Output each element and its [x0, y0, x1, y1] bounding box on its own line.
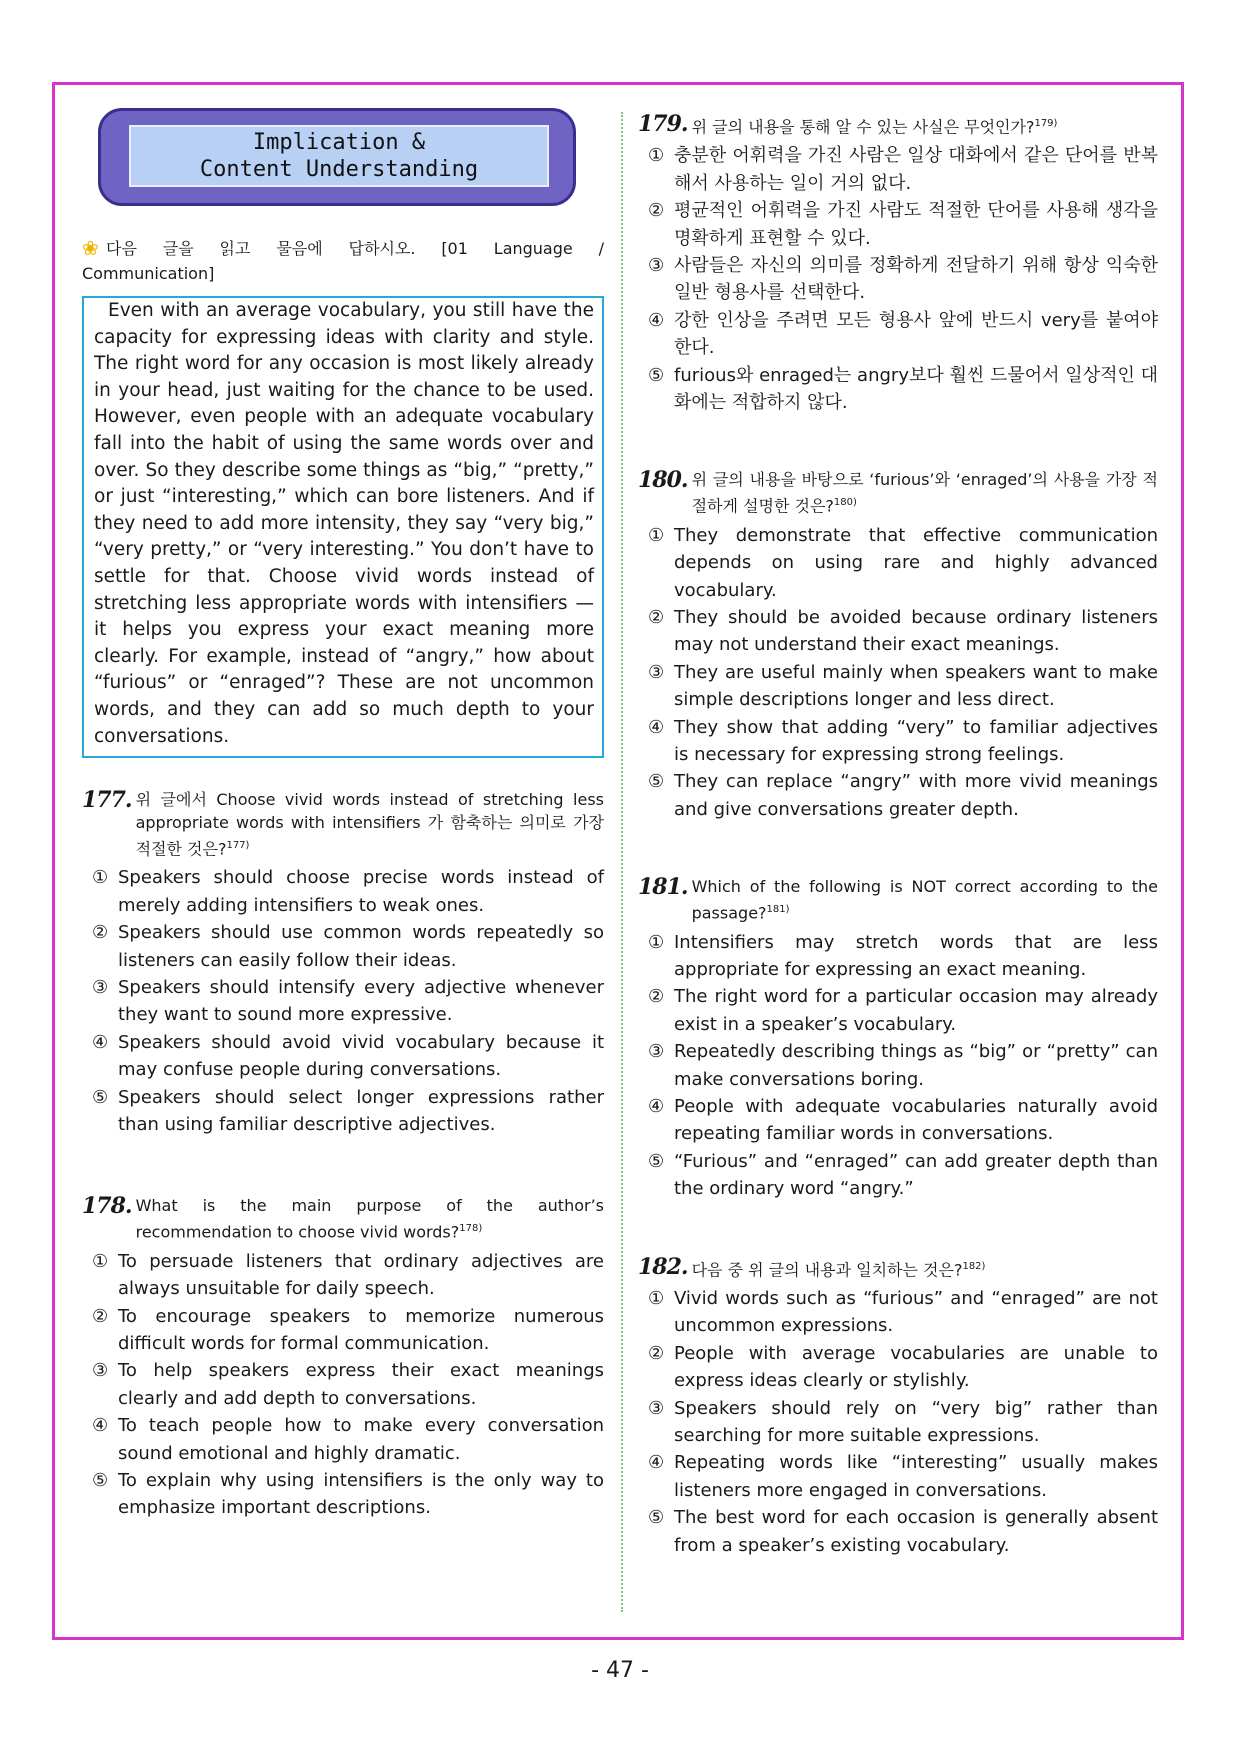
option-mark: ⑤ [92, 1470, 109, 1492]
option-1[interactable] [92, 864, 604, 919]
option-3[interactable] [648, 252, 1158, 307]
option-mark: ③ [92, 1360, 109, 1382]
option-mark: ⑤ [648, 1507, 665, 1529]
option-1[interactable] [648, 929, 1158, 984]
option-mark: ④ [92, 1415, 109, 1437]
option-mark: ① [648, 931, 665, 953]
option-text: They can replace “angry” with more vivid meanings and give conversations greater depth. [674, 771, 1158, 820]
option-mark: ⑤ [648, 1150, 665, 1172]
left-column [82, 108, 604, 1522]
option-mark: ④ [648, 1095, 665, 1117]
option-text: To teach people how to make every conversation sound emotional and highly dramatic. [118, 1415, 604, 1464]
question-179 [638, 112, 1158, 416]
option-mark: ⑤ [92, 1086, 109, 1108]
option-5[interactable] [648, 1504, 1158, 1559]
section-title-box [98, 108, 576, 206]
option-mark: ② [648, 606, 665, 628]
option-2[interactable] [648, 604, 1158, 659]
question-number: 177. [82, 787, 132, 814]
question-number: 181. [638, 874, 688, 901]
option-mark: ② [648, 1342, 665, 1364]
instruction-line2: Communication] [82, 264, 215, 283]
option-text: They demonstrate that effective communication depends on using rare and highly advanced vocabulary. [674, 524, 1158, 601]
question-182 [638, 1255, 1158, 1559]
option-mark: ① [648, 524, 665, 546]
flower-icon: ❀ [82, 236, 99, 260]
option-text: The best word for each occasion is generally absent from a speaker’s existing vocabulary. [674, 1507, 1158, 1556]
question-ref: 177) [226, 840, 250, 852]
question-ref: 181) [766, 904, 790, 916]
question-text: 위 글의 내용을 바탕으로 ‘furious’와 ‘enraged’의 사용을 가장 적절하게 설명한 것은? [691, 470, 1158, 516]
question-number: 180. [638, 467, 688, 494]
option-text: Intensifiers may stretch words that are less appropriate for expressing an exact meaning. [674, 931, 1158, 980]
option-3[interactable] [92, 974, 604, 1029]
option-mark: ② [648, 200, 665, 222]
option-2[interactable] [648, 1340, 1158, 1395]
option-2[interactable] [648, 197, 1158, 252]
question-text: Which of the following is NOT correct according to the passage? [691, 877, 1158, 923]
option-mark: ⑤ [648, 364, 665, 386]
question-181 [638, 875, 1158, 1202]
option-mark: ③ [648, 254, 665, 276]
option-mark: ④ [92, 1031, 109, 1053]
option-mark: ④ [648, 716, 665, 738]
option-2[interactable] [648, 983, 1158, 1038]
question-text: 다음 중 위 글의 내용과 일치하는 것은? [691, 1259, 963, 1279]
option-mark: ③ [648, 661, 665, 683]
option-mark: ④ [648, 1452, 665, 1474]
question-ref: 179) [1034, 118, 1058, 129]
option-mark: ① [92, 1250, 109, 1272]
section-title-line1: Implication & [252, 130, 426, 155]
option-4[interactable] [92, 1029, 604, 1084]
option-text: “Furious” and “enraged” can add greater depth than the ordinary word “angry.” [674, 1150, 1158, 1200]
option-text: They show that adding “very” to familiar adjectives is necessary for expressing strong feelings. [674, 716, 1158, 765]
option-mark: ② [648, 986, 665, 1008]
question-text: What is the main purpose of the author’s recommendation to choose vivid words? [135, 1196, 604, 1242]
option-mark: ① [92, 867, 109, 889]
right-column [638, 112, 1158, 1559]
option-3[interactable] [648, 1395, 1158, 1450]
option-text: furious와 enraged는 angry보다 훨씬 드물어서 일상적인 대화에는 적합하지 않다. [674, 364, 1158, 413]
option-text: Speakers should use common words repeatedly so listeners can easily follow their ideas. [118, 922, 604, 971]
passage-box [82, 296, 604, 758]
option-text: To encourage speakers to memorize numerous difficult words for formal communication. [118, 1305, 604, 1355]
option-3[interactable] [92, 1357, 604, 1412]
option-4[interactable] [648, 714, 1158, 769]
option-mark: ② [92, 1305, 109, 1327]
option-4[interactable] [648, 307, 1158, 362]
option-mark: ③ [648, 1397, 665, 1419]
option-text: To persuade listeners that ordinary adjectives are always unsuitable for daily speech. [118, 1250, 604, 1300]
option-mark: ⑤ [648, 771, 665, 793]
section-title-inner [129, 125, 549, 187]
question-text: 위 글에서 Choose vivid words instead of stretching less appropriate words with intensifiers 가 함축하는 의미로 가장 적절한 것은? [135, 790, 604, 859]
question-ref: 182) [962, 1260, 986, 1272]
option-text: People with average vocabularies are unable to express ideas clearly or stylishly. [674, 1342, 1158, 1392]
option-4[interactable] [648, 1093, 1158, 1148]
option-1[interactable] [648, 522, 1158, 604]
option-2[interactable] [92, 1303, 604, 1358]
passage-text: Even with an average vocabulary, you still have the capacity for expressing ideas with clarity and style. The right word for any occasion is most likely already in your head, just waiting for the chance to be used. However, even people with an adequate vocabulary fall into the habit of using the same words over and over. So they describe some things as “big,” “pretty,” or just “interesting,” which can bore listeners. And if they need to add more intensity, they say “very big,” “very pretty,” or “very interesting.” You don’t have to settle for that. Choose vivid words instead of stretching less appropriate words with intensifiers — it helps you express your exact meaning more clearly. For example, instead of “angry,” how about “furious” or “enraged”? These are not uncommon words, and they can add so much depth to your conversations. [94, 300, 594, 747]
option-mark: ③ [92, 977, 109, 999]
option-mark: ③ [648, 1041, 665, 1063]
option-text: 평균적인 어휘력을 가진 사람도 적절한 단어를 사용해 생각을 명확하게 표현할 수 있다. [674, 200, 1158, 249]
option-5[interactable] [92, 1467, 604, 1522]
option-4[interactable] [92, 1412, 604, 1467]
option-mark: ① [648, 1287, 665, 1309]
question-177 [82, 788, 604, 1138]
option-text: Repeatedly describing things as “big” or “pretty” can make conversations boring. [674, 1041, 1158, 1090]
option-text: Speakers should choose precise words instead of merely adding intensifiers to weak ones. [118, 867, 604, 916]
option-text: They are useful mainly when speakers want to make simple descriptions longer and less direct. [674, 661, 1158, 711]
option-text: To explain why using intensifiers is the only way to emphasize important descriptions. [118, 1470, 604, 1519]
option-3[interactable] [648, 659, 1158, 714]
option-5[interactable] [648, 1148, 1158, 1203]
instruction-line1: 다음 글을 읽고 물음에 답하시오. [01 Language / [106, 239, 604, 258]
option-text: 충분한 어휘력을 가진 사람은 일상 대화에서 같은 단어를 반복해서 사용하는 일이 거의 없다. [674, 145, 1158, 194]
question-number: 182. [638, 1253, 688, 1280]
option-4[interactable] [648, 1449, 1158, 1504]
option-mark: ② [92, 922, 109, 944]
option-text: Speakers should rely on “very big” rather than searching for more suitable expressions. [674, 1397, 1158, 1446]
question-178 [82, 1194, 604, 1521]
option-1[interactable] [648, 1285, 1158, 1340]
option-5[interactable] [92, 1084, 604, 1139]
question-180 [638, 468, 1158, 823]
section-title-line2: Content Understanding [199, 157, 479, 182]
page-number: - 47 - [591, 1658, 649, 1683]
option-text: Speakers should avoid vivid vocabulary because it may confuse people during conversations. [118, 1031, 604, 1081]
option-text: Speakers should intensify every adjective whenever they want to sound more expressive. [118, 977, 604, 1026]
option-1[interactable] [92, 1248, 604, 1303]
option-2[interactable] [92, 919, 604, 974]
column-divider [621, 112, 623, 1612]
option-text: Speakers should select longer expressions rather than using familiar descriptive adjectives. [118, 1086, 604, 1136]
option-text: Repeating words like “interesting” usually makes listeners more engaged in conversations. [674, 1452, 1158, 1501]
option-text: To help speakers express their exact meanings clearly and add depth to conversations. [118, 1360, 604, 1409]
question-ref: 178) [459, 1223, 483, 1235]
option-text: 강한 인상을 주려면 모든 형용사 앞에 반드시 very를 붙여야 한다. [674, 309, 1158, 359]
option-5[interactable] [648, 768, 1158, 823]
question-number: 179. [638, 111, 688, 137]
option-text: People with adequate vocabularies naturally avoid repeating familiar words in conversations. [674, 1095, 1158, 1145]
option-text: They should be avoided because ordinary listeners may not understand their exact meanings. [674, 606, 1158, 656]
option-3[interactable] [648, 1038, 1158, 1093]
option-text: Vivid words such as “furious” and “enraged” are not uncommon expressions. [674, 1287, 1158, 1337]
option-mark: ① [648, 145, 665, 167]
instruction [82, 236, 604, 261]
option-text: 사람들은 자신의 의미를 정확하게 전달하기 위해 항상 익숙한 일반 형용사를 선택한다. [674, 254, 1158, 304]
question-text: 위 글의 내용을 통해 알 수 있는 사실은 무엇인가? [691, 117, 1035, 137]
question-ref: 180) [833, 497, 857, 509]
option-1[interactable] [648, 142, 1158, 197]
question-number: 178. [82, 1193, 132, 1220]
option-text: The right word for a particular occasion may already exist in a speaker’s vocabulary. [674, 986, 1158, 1035]
option-mark: ④ [648, 309, 665, 331]
option-5[interactable] [648, 362, 1158, 417]
